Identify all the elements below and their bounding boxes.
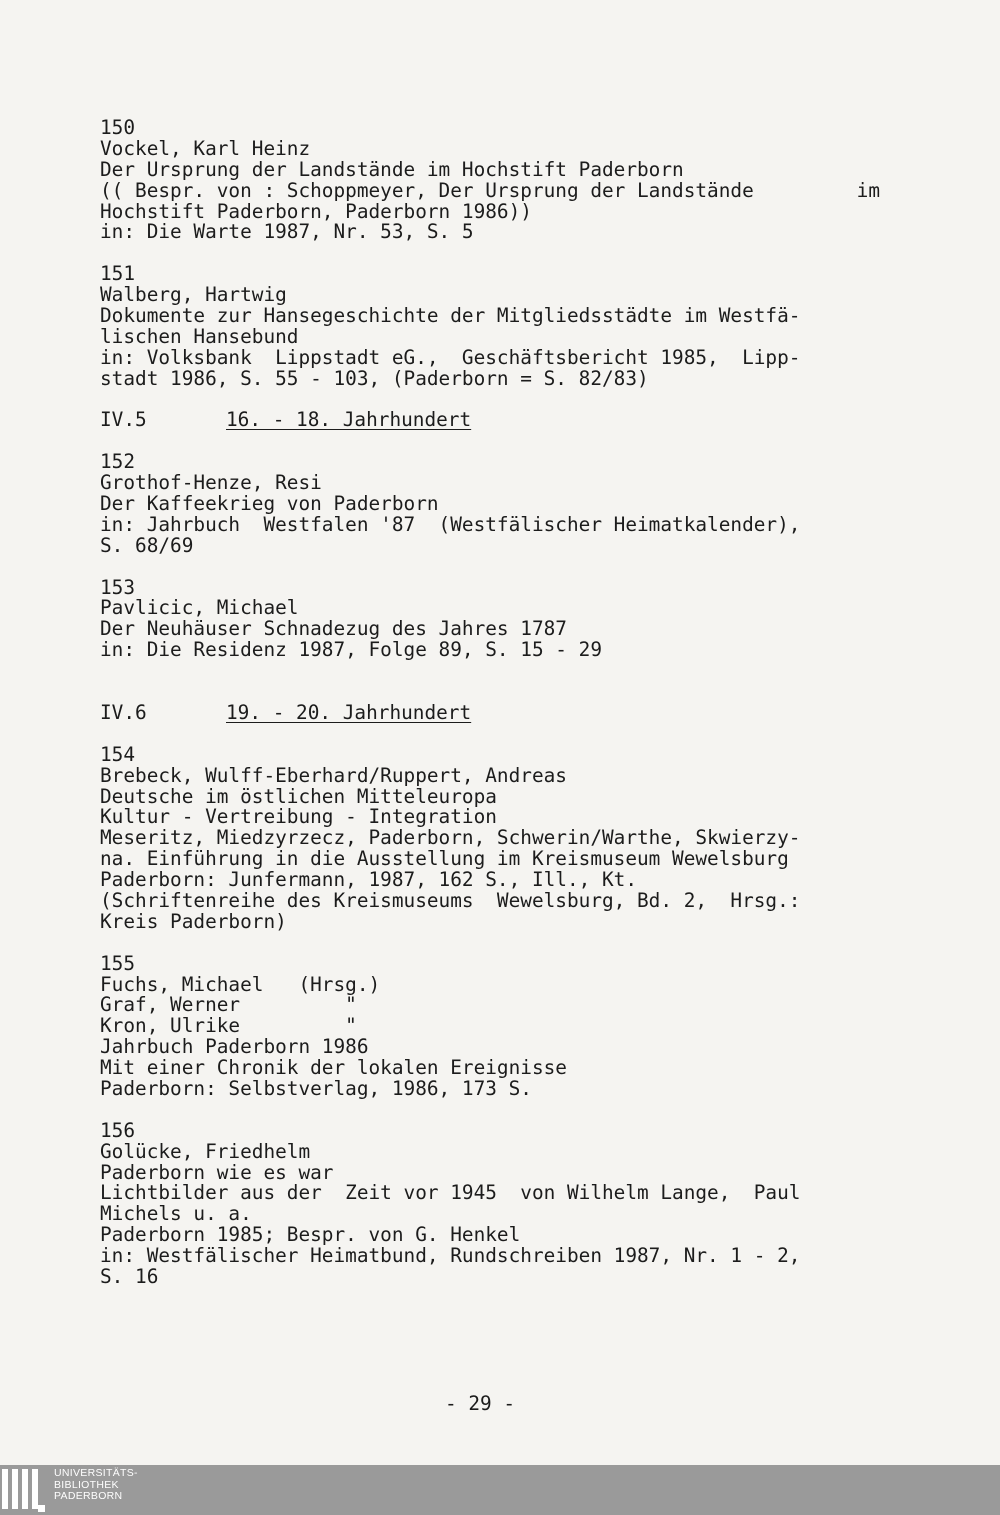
entry-title: Der Ursprung der Landstände im Hochstift Paderborn — [100, 157, 684, 181]
entry-title-continued: lischen Hansebund — [100, 324, 299, 348]
logo-line: BIBLIOTHEK — [54, 1478, 119, 1491]
entry-title: Der Kaffeekrieg von Paderborn — [100, 492, 439, 516]
entry-title: Dokumente zur Hansegeschichte der Mitgliedsstädte im Westfä- — [100, 304, 801, 328]
entry-author: Brebeck, Wulff-Eberhard/Ruppert, Andreas — [100, 763, 567, 787]
entry-author: Walberg, Hartwig — [100, 283, 287, 307]
entry-154 — [100, 742, 880, 933]
entry-line-justified — [100, 178, 880, 202]
entry-line: Meseritz, Miedzyrzecz, Paderborn, Schwerin/Warthe, Skwierzy- — [100, 826, 801, 850]
entry-line-end: im — [856, 178, 880, 202]
entry-review: Paderborn 1985; Bespr. von G. Henkel — [100, 1223, 521, 1247]
entry-number: 154 — [100, 742, 136, 766]
entry-title: Deutsche im östlichen Mitteleuropa — [100, 784, 497, 808]
section-number: IV.5 — [100, 408, 147, 432]
logo-dot-icon — [38, 1505, 45, 1512]
entry-number: 150 — [100, 116, 136, 139]
entry-source: in: Westfälischer Heimatbund, Rundschreiben 1987, Nr. 1 - 2, — [100, 1244, 801, 1268]
section-title: 16. - 18. Jahrhundert — [226, 408, 472, 432]
library-footer — [0, 1465, 1000, 1515]
section-heading-iv5 — [100, 410, 880, 431]
logo-line: UNIVERSITÄTS- — [54, 1467, 138, 1479]
entry-number: 155 — [100, 951, 136, 975]
entry-author: Grothof-Henze, Resi — [100, 471, 322, 495]
entry-author: Vockel, Karl Heinz — [100, 136, 311, 160]
entry-line: Hochstift Paderborn, Paderborn 1986)) — [100, 199, 532, 223]
section-heading-iv6 — [100, 700, 880, 724]
entry-156 — [100, 1118, 880, 1288]
entry-source-continued: S. 68/69 — [100, 533, 194, 557]
entry-source-continued: stadt 1986, S. 55 - 103, (Paderborn = S. 82/83) — [100, 366, 649, 390]
entry-publisher: Paderborn: Junfermann, 1987, 162 S., Ill., Kt. — [100, 868, 638, 892]
entry-title: Paderborn wie es war — [100, 1160, 334, 1184]
entry-title: Der Neuhäuser Schnadezug des Jahres 1787 — [100, 617, 567, 641]
entry-150 — [100, 118, 880, 243]
entry-author: Graf, Werner " — [100, 993, 357, 1017]
entry-series-continued: Kreis Paderborn) — [100, 909, 287, 933]
entry-author: Golücke, Friedhelm — [100, 1139, 311, 1163]
entry-author: Pavlicic, Michael — [100, 596, 299, 620]
section-number: IV.6 — [100, 700, 147, 724]
entry-author: Fuchs, Michael (Hrsg.) — [100, 972, 381, 996]
entry-subtitle: Mit einer Chronik der lokalen Ereignisse — [100, 1056, 567, 1080]
entry-subtitle: Lichtbilder aus der Zeit vor 1945 von Wilhelm Lange, Paul — [100, 1181, 801, 1205]
entry-number: 153 — [100, 575, 136, 599]
entry-title: Jahrbuch Paderborn 1986 — [100, 1035, 369, 1059]
entry-series: (Schriftenreihe des Kreismuseums Wewelsburg, Bd. 2, Hrsg.: — [100, 888, 801, 912]
entry-source: in: Die Residenz 1987, Folge 89, S. 15 - 29 — [100, 638, 602, 662]
entry-publisher: Paderborn: Selbstverlag, 1986, 173 S. — [100, 1076, 532, 1100]
logo-line: PADERBORN — [54, 1490, 123, 1502]
page-number: - 29 - — [444, 1392, 516, 1415]
entry-151 — [100, 264, 880, 389]
entry-source: in: Volksbank Lippstadt eG., Geschäftsbericht 1985, Lipp- — [100, 345, 801, 369]
entry-155 — [100, 951, 880, 1100]
entry-source: in: Jahrbuch Westfalen '87 (Westfälischer Heimatkalender), — [100, 512, 801, 536]
library-logo-text — [54, 1468, 138, 1503]
entry-subtitle: Kultur - Vertreibung - Integration — [100, 805, 497, 829]
entry-153 — [100, 575, 880, 662]
bibliography-text — [100, 118, 880, 1309]
entry-number: 151 — [100, 262, 136, 286]
entry-line: na. Einführung in die Ausstellung im Kreismuseum Wewelsburg — [100, 847, 789, 871]
entry-line-text: (( Bespr. von : Schoppmeyer, Der Ursprung der Landstände — [100, 178, 754, 202]
entry-subtitle-continued: Michels u. a. — [100, 1202, 252, 1226]
entry-number: 156 — [100, 1118, 136, 1142]
library-logo-icon — [2, 1469, 38, 1509]
section-title: 19. - 20. Jahrhundert — [226, 700, 472, 724]
entry-author: Kron, Ulrike " — [100, 1014, 357, 1038]
entry-source: in: Die Warte 1987, Nr. 53, S. 5 — [100, 220, 474, 244]
entry-source-continued: S. 16 — [100, 1265, 159, 1288]
entry-152 — [100, 452, 880, 556]
entry-number: 152 — [100, 450, 136, 474]
